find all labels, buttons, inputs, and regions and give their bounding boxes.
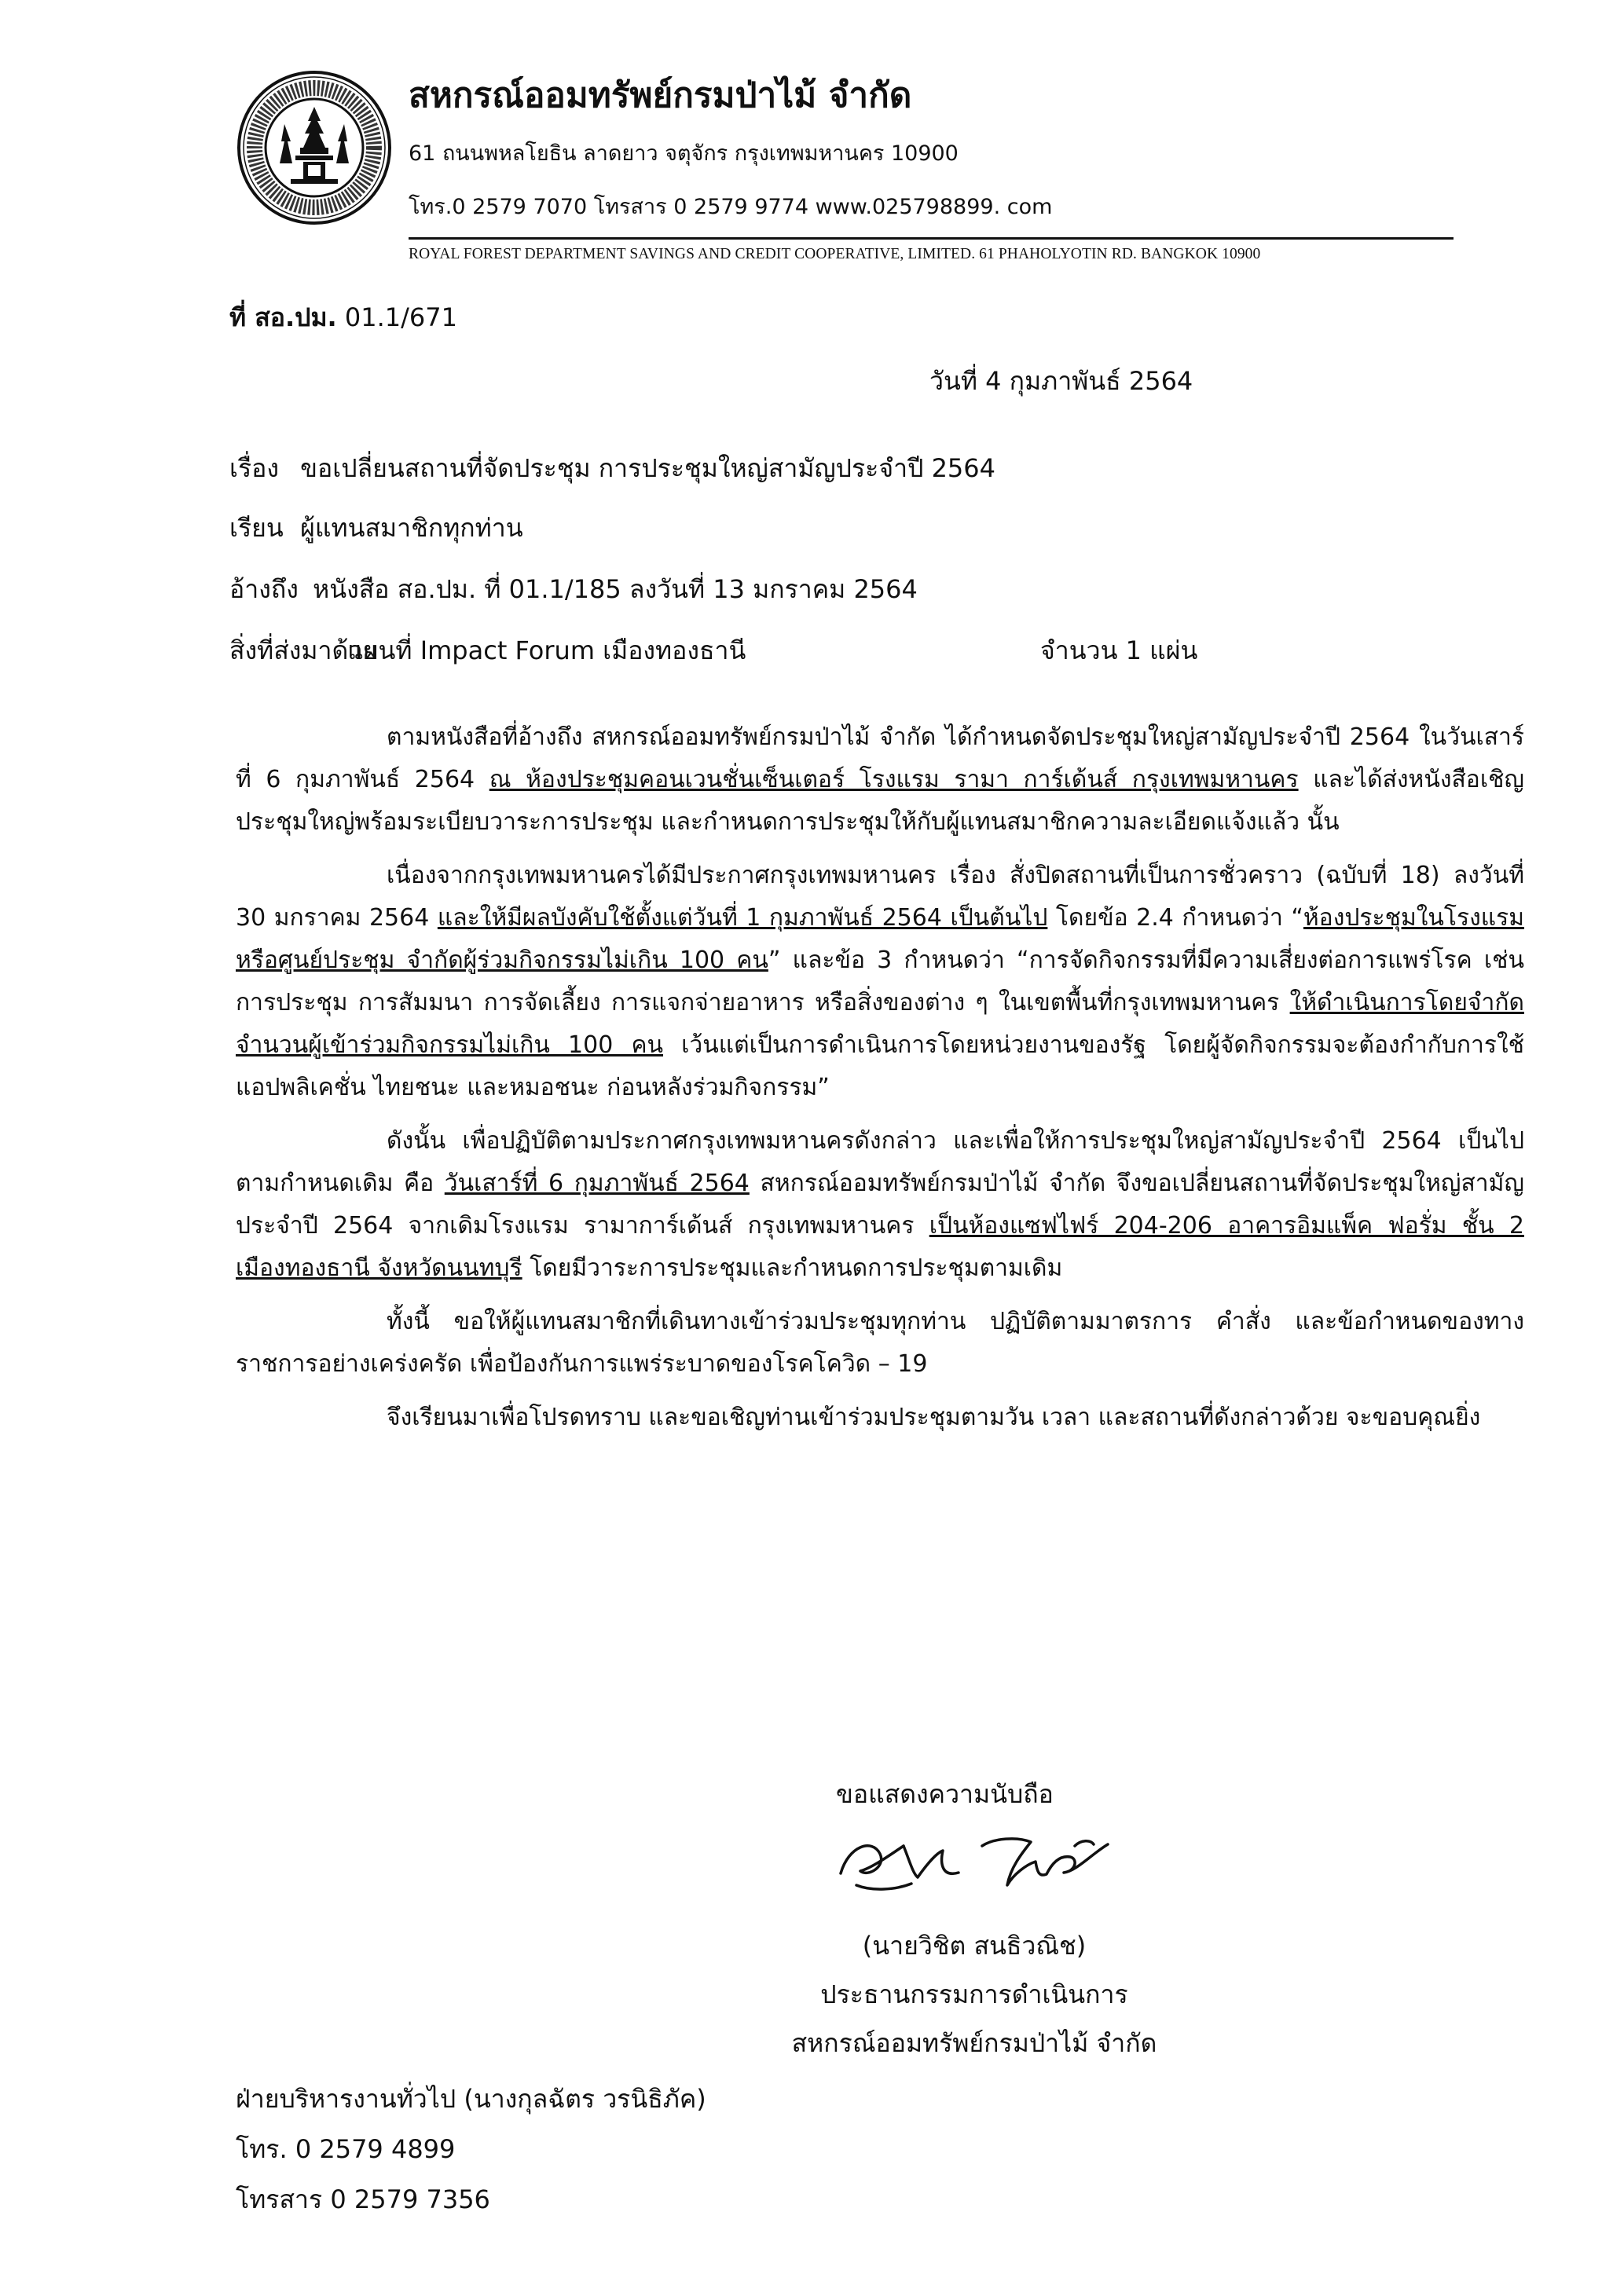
footer-contact (236, 2074, 706, 2225)
effective-date: และให้มีผลบังคับใช้ตั้งแต่วันที่ 1 กุมภาพันธ์ 2564 เป็นต้นไป (437, 904, 1048, 932)
org-address: 61 ถนนพหลโยธิน ลาดยาว จตุจักร กรุงเทพมหานคร 10900 (409, 141, 959, 166)
original-venue: ณ ห้องประชุมคอนเวนชั่นเซ็นเตอร์ โรงแรม รามา การ์เด้นส์ กรุงเทพมหานคร (489, 766, 1299, 793)
enclosure-label: สิ่งที่ส่งมาด้วย (229, 635, 377, 665)
body-paragraph-2: เนื่องจากกรุงเทพมหานครได้มีประกาศกรุงเทพมหานคร เรื่อง สั่งปิดสถานที่เป็นการชั่วคราว (ฉบับที่ 18) ลงวันที่ 30 มกราคม 2564 และให้มีผลบังคับใช้ตั้งแต่วันที่ 1 กุมภาพันธ์ 2564 เป็นต้นไป โดยข้อ 2.4 กำหนดว่า “ห้องประชุมในโรงแรม หรือศูนย์ประชุม จำกัดผู้ร่วมกิจกรรมไม่เกิน 100 คน” และข้อ 3 กำหนดว่า “การจัดกิจกรรมที่มีความเสี่ยงต่อการแพร่โรค เช่น การประชุม การสัมมนา การจัดเลี้ยง การแจกจ่ายอาหาร หรือสิ่งของต่าง ๆ ในเขตพื้นที่กรุงเทพมหานคร ให้ดำเนินการโดยจำกัดจำนวนผู้เข้าร่วมกิจกรรมไม่เกิน 100 คน เว้นแต่เป็นการดำเนินการโดยหน่วยงานของรัฐ โดยผู้จัดกิจกรรมจะต้องกำกับการใช้แอปพลิเคชั่น ไทยชนะ และหมอชนะ ก่อนหลังร่วมกิจกรรม” (236, 862, 1525, 1101)
cooperative-seal-icon (236, 69, 393, 226)
signer-block (770, 1921, 1179, 2067)
signer-organization: สหกรณ์ออมทรัพย์กรมป่าไม้ จำกัด (791, 2028, 1157, 2058)
org-contact: โทร.0 2579 7070 โทรสาร 0 2579 9774 www.025798899. com (409, 195, 1053, 219)
org-name: สหกรณ์ออมทรัพย์กรมป่าไม้ จำกัด (409, 75, 912, 115)
subject-label: เรื่อง (229, 453, 279, 483)
body-paragraph-4: ทั้งนี้ ขอให้ผู้แทนสมาชิกที่เดินทางเข้าร่วมประชุมทุกท่าน ปฏิบัติตามมาตรการ คำสั่ง และข้อกำหนดของทางราชการอย่างเคร่งครัด เพื่อป้องกันการแพร่ระบาดของโรคโควิด – 19 (236, 1308, 1524, 1378)
footer-phone: โทร. 0 2579 4899 (236, 2134, 456, 2164)
subject-line (229, 452, 995, 485)
ref-number: 01.1/671 (344, 302, 457, 332)
clause-3-limit: ให้ดำเนินการโดยจำกัดจำนวนผู้เข้าร่วมกิจกรรมไม่เกิน 100 คน (236, 989, 1524, 1059)
letter-date: วันที่ 4 กุมภาพันธ์ 2564 (929, 366, 1193, 396)
body-paragraph-1: ตามหนังสือที่อ้างถึง สหกรณ์ออมทรัพย์กรมป่าไม้ จำกัด ได้กำหนดจัดประชุมใหญ่สามัญประจำปี 2564 ในวันเสาร์ที่ 6 กุมภาพันธ์ 2564 ณ ห้องประชุมคอนเวนชั่นเซ็นเตอร์ โรงแรม รามา การ์เด้นส์ กรุงเทพมหานคร และได้ส่งหนังสือเชิญประชุมใหญ่พร้อมระเบียบวาระการประชุม และกำหนดการประชุมให้กับผู้แทนสมาชิกความละเอียดแจ้งแล้ว นั้น (236, 723, 1524, 836)
signer-position: ประธานกรรมการดำเนินการ (820, 1979, 1128, 2009)
reference-label: อ้างถึง (229, 574, 299, 604)
enclosure-line (229, 635, 746, 668)
meeting-date: วันเสาร์ที่ 6 กุมภาพันธ์ 2564 (444, 1170, 750, 1197)
addressee-value: ผู้แทนสมาชิกทุกท่าน (300, 513, 523, 543)
enclosure-quantity: จำนวน 1 แผ่น (1040, 635, 1198, 665)
signer-name: (นายวิชิต สนธิวณิช) (862, 1931, 1087, 1961)
reference-value: หนังสือ สอ.ปม. ที่ 01.1/185 ลงวันที่ 13 มกราคม 2564 (313, 574, 918, 604)
header-divider (409, 237, 1454, 240)
addressee-label: เรียน (229, 513, 284, 543)
clause-2-4: ห้องประชุมในโรงแรม หรือศูนย์ประชุม จำกัดผู้ร่วมกิจกรรมไม่เกิน 100 คน (236, 904, 1525, 974)
body-paragraph-5: จึงเรียนมาเพื่อโปรดทราบ และขอเชิญท่านเข้าร่วมประชุมตามวัน เวลา และสถานที่ดังกล่าวด้วย จะขอบคุณยิ่ง (387, 1404, 1481, 1431)
closing-regards: ขอแสดงความนับถือ (836, 1779, 1054, 1809)
enclosure-value: แผนที่ Impact Forum เมืองทองธานี (347, 635, 746, 665)
org-english-name: ROYAL FOREST DEPARTMENT SAVINGS AND CREDIT COOPERATIVE, LIMITED. 61 PHAHOLYOTIN RD. BANGKOK 10900 (409, 246, 1261, 262)
handwritten-signature (825, 1799, 1124, 1909)
new-venue: เป็นห้องแซฟไฟร์ 204-206 อาคารอิมแพ็ค ฟอรั่ม ชั้น 2 เมืองทองธานี จังหวัดนนทบุรี (236, 1212, 1524, 1282)
body-paragraph-3: ดังนั้น เพื่อปฏิบัติตามประกาศกรุงเทพมหานครดังกล่าว และเพื่อให้การประชุมใหญ่สามัญประจำปี 2564 เป็นไปตามกำหนดเดิม คือ วันเสาร์ที่ 6 กุมภาพันธ์ 2564 สหกรณ์ออมทรัพย์กรมป่าไม้ จำกัด จึงขอเปลี่ยนสถานที่จัดประชุมใหญ่สามัญประจำปี 2564 จากเดิมโรงแรม รามาการ์เด้นส์ กรุงเทพมหานคร เป็นห้องแซฟไฟร์ 204-206 อาคารอิมแพ็ค ฟอรั่ม ชั้น 2 เมืองทองธานี จังหวัดนนทบุรี โดยมีวาระการประชุมและกำหนดการประชุมตามเดิม (236, 1127, 1524, 1282)
footer-fax: โทรสาร 0 2579 7356 (236, 2184, 490, 2214)
letter-reference (229, 302, 457, 335)
letter-body (236, 716, 1524, 1450)
footer-department: ฝ่ายบริหารงานทั่วไป (นางกุลฉัตร วรนิธิภัค) (236, 2084, 706, 2114)
addressee-line (229, 512, 523, 545)
ref-label: ที่ สอ.ปม. (229, 302, 337, 332)
subject-value: ขอเปลี่ยนสถานที่จัดประชุม การประชุมใหญ่สามัญประจำปี 2564 (300, 453, 995, 483)
reference-line (229, 573, 918, 606)
